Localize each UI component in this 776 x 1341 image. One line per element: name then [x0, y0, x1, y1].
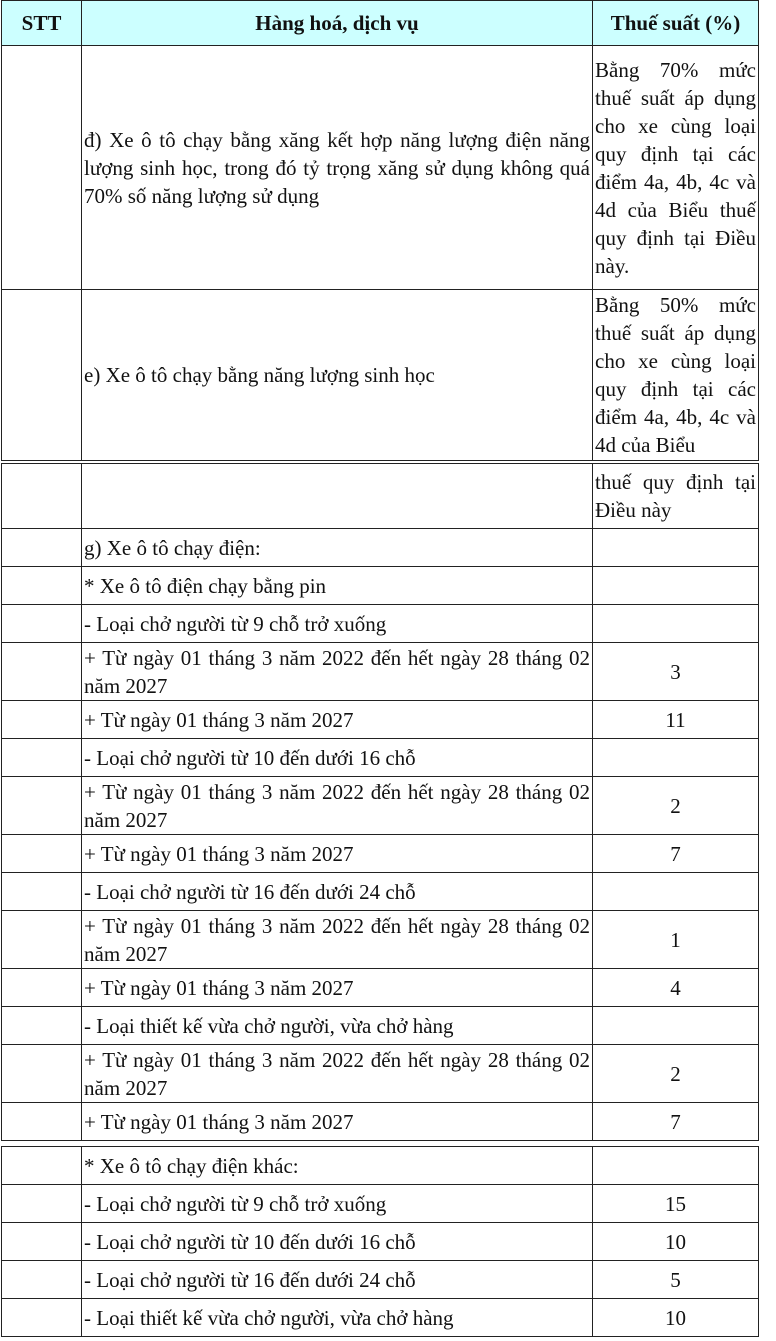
- stt-cell: [2, 464, 82, 529]
- tax-table-bottom: [1, 1146, 759, 1337]
- goods-cell: + Từ ngày 01 tháng 3 năm 2022 đến hết ngày 28 tháng 02 năm 2027: [82, 643, 593, 701]
- stt-cell: [2, 739, 82, 777]
- goods-cell: + Từ ngày 01 tháng 3 năm 2022 đến hết ngày 28 tháng 02 năm 2027: [82, 911, 593, 969]
- rate-cell: Bằng 70% mức thuế suất áp dụng cho xe cùng loại quy định tại các điểm 4a, 4b, 4c và 4d của Biểu thuế quy định tại Điều này.: [593, 46, 759, 290]
- goods-cell: g) Xe ô tô chạy điện:: [82, 529, 593, 567]
- rate-cell: 11: [593, 701, 759, 739]
- table-row: [2, 1045, 759, 1103]
- rate-cell: [593, 529, 759, 567]
- stt-cell: [2, 567, 82, 605]
- stt-cell: [2, 835, 82, 873]
- table-row: [2, 1261, 759, 1299]
- header-stt: STT: [2, 1, 82, 46]
- goods-cell: + Từ ngày 01 tháng 3 năm 2027: [82, 969, 593, 1007]
- stt-cell: [2, 1261, 82, 1299]
- table-row: [2, 605, 759, 643]
- table-row: [2, 290, 759, 461]
- goods-cell: + Từ ngày 01 tháng 3 năm 2027: [82, 1103, 593, 1141]
- goods-cell: - Loại chở người từ 16 đến dưới 24 chỗ: [82, 873, 593, 911]
- table-row: [2, 1103, 759, 1141]
- table-row: [2, 529, 759, 567]
- table-row: [2, 464, 759, 529]
- stt-cell: [2, 1299, 82, 1337]
- stt-cell: [2, 1223, 82, 1261]
- stt-cell: [2, 873, 82, 911]
- stt-cell: [2, 1103, 82, 1141]
- stt-cell: [2, 290, 82, 461]
- goods-cell: + Từ ngày 01 tháng 3 năm 2027: [82, 835, 593, 873]
- table-row: [2, 777, 759, 835]
- header-rate: Thuế suất (%): [593, 1, 759, 46]
- tax-table-top: [1, 0, 759, 461]
- stt-cell: [2, 969, 82, 1007]
- goods-cell: - Loại chở người từ 16 đến dưới 24 chỗ: [82, 1261, 593, 1299]
- table-row: [2, 1223, 759, 1261]
- goods-cell: - Loại thiết kế vừa chở người, vừa chở hàng: [82, 1299, 593, 1337]
- header-goods: Hàng hoá, dịch vụ: [82, 1, 593, 46]
- stt-cell: [2, 777, 82, 835]
- rate-cell: 5: [593, 1261, 759, 1299]
- rate-cell: [593, 1147, 759, 1185]
- goods-cell: - Loại chở người từ 10 đến dưới 16 chỗ: [82, 1223, 593, 1261]
- stt-cell: [2, 46, 82, 290]
- table-row: [2, 739, 759, 777]
- table-row: [2, 1185, 759, 1223]
- stt-cell: [2, 1007, 82, 1045]
- rate-cell: 7: [593, 835, 759, 873]
- goods-cell: - Loại thiết kế vừa chở người, vừa chở hàng: [82, 1007, 593, 1045]
- table-row: [2, 1007, 759, 1045]
- table-row: [2, 1299, 759, 1337]
- goods-cell: e) Xe ô tô chạy bằng năng lượng sinh học: [82, 290, 593, 461]
- table-row: [2, 873, 759, 911]
- rate-cell: 10: [593, 1299, 759, 1337]
- goods-cell: - Loại chở người từ 10 đến dưới 16 chỗ: [82, 739, 593, 777]
- stt-cell: [2, 1185, 82, 1223]
- rate-cell: 4: [593, 969, 759, 1007]
- rate-cell: [593, 1007, 759, 1045]
- stt-cell: [2, 911, 82, 969]
- stt-cell: [2, 643, 82, 701]
- rate-cell: 3: [593, 643, 759, 701]
- goods-cell: * Xe ô tô chạy điện khác:: [82, 1147, 593, 1185]
- rate-cell: 1: [593, 911, 759, 969]
- goods-cell: [82, 464, 593, 529]
- goods-cell: - Loại chở người từ 9 chỗ trở xuống: [82, 605, 593, 643]
- table-header: [2, 1, 759, 46]
- table-row: [2, 911, 759, 969]
- table-row: [2, 567, 759, 605]
- goods-cell: - Loại chở người từ 9 chỗ trở xuống: [82, 1185, 593, 1223]
- rate-cell: [593, 873, 759, 911]
- rate-cell: 2: [593, 777, 759, 835]
- stt-cell: [2, 605, 82, 643]
- table-row: [2, 1147, 759, 1185]
- rate-cell: 7: [593, 1103, 759, 1141]
- rate-cell: 10: [593, 1223, 759, 1261]
- table-row: [2, 701, 759, 739]
- rate-cell: 15: [593, 1185, 759, 1223]
- stt-cell: [2, 1147, 82, 1185]
- tax-table-middle: [1, 463, 759, 1141]
- table-row: [2, 835, 759, 873]
- stt-cell: [2, 1045, 82, 1103]
- rate-cell: Bằng 50% mức thuế suất áp dụng cho xe cùng loại quy định tại các điểm 4a, 4b, 4c và 4d của Biểu: [593, 290, 759, 461]
- table-row: [2, 643, 759, 701]
- goods-cell: + Từ ngày 01 tháng 3 năm 2022 đến hết ngày 28 tháng 02 năm 2027: [82, 777, 593, 835]
- table-row: [2, 969, 759, 1007]
- rate-cell: [593, 605, 759, 643]
- rate-cell: thuế quy định tại Điều này: [593, 464, 759, 529]
- goods-cell: + Từ ngày 01 tháng 3 năm 2027: [82, 701, 593, 739]
- rate-cell: [593, 567, 759, 605]
- table-row: [2, 46, 759, 290]
- rate-cell: 2: [593, 1045, 759, 1103]
- goods-cell: * Xe ô tô điện chạy bằng pin: [82, 567, 593, 605]
- stt-cell: [2, 529, 82, 567]
- rate-cell: [593, 739, 759, 777]
- stt-cell: [2, 701, 82, 739]
- goods-cell: đ) Xe ô tô chạy bằng xăng kết hợp năng lượng điện năng lượng sinh học, trong đó tỷ trọng xăng sử dụng không quá 70% số năng lượng sử dụng: [82, 46, 593, 290]
- goods-cell: + Từ ngày 01 tháng 3 năm 2022 đến hết ngày 28 tháng 02 năm 2027: [82, 1045, 593, 1103]
